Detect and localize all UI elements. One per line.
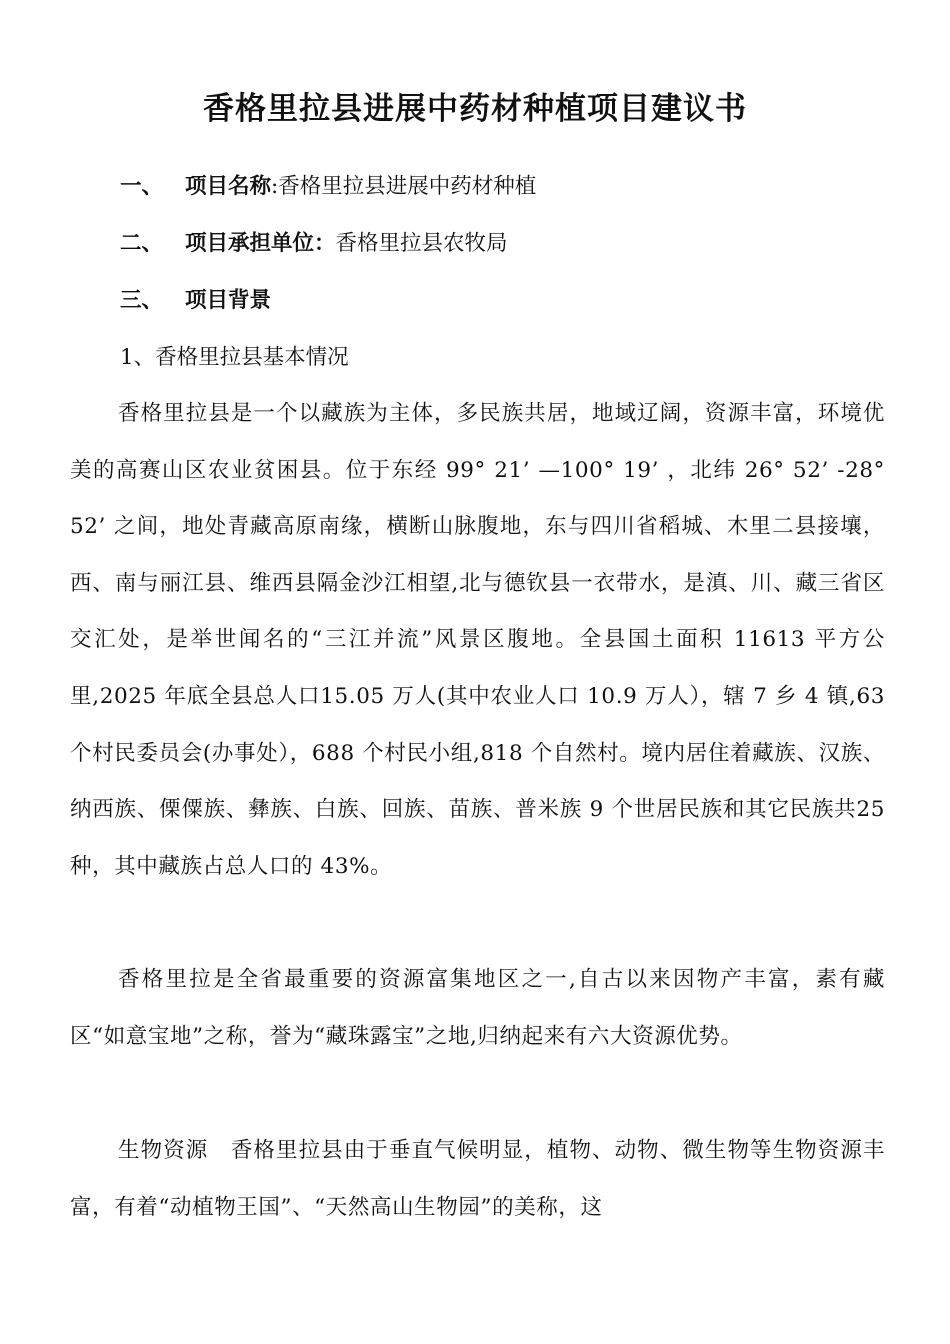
document-title: 香格里拉县进展中药材种植项目建议书 [203,91,747,127]
heading-number: 一、 [120,174,164,199]
heading-project-name [120,172,536,202]
paragraph-county-overview: 香格里拉县是一个以藏族为主体，多民族共居，地域辽阔，资源丰富，环境优美的高赛山区农业贫困县。位于东经 99° 21’ —100° 19’ ，北纬 26° 52’ -28° 52’ 之间，地处青藏高原南缘，横断山脉腹地，东与四川省稻城、木里二县接壤，西、南与丽江县、维西县隔金沙江相望,北与德钦县一衣带水，是滇、川、藏三省区交汇处，是举世闻名的“三江并流”风景区腹地。全县国土面积 11613 平方公里,2025 年底全县总人口15.05 万人(其中农业人口 10.9 万人），辖 7 乡 4 镇,63 个村民委员会(办事处），688 个村民小组,818 个自然村。境内居住着藏族、汉族、纳西族、傈僳族、彝族、白族、回族、苗族、普米族 9 个世居民族和其它民族共25 种，其中藏族占总人口的 43%。 [70,401,885,879]
heading-project-background [120,286,271,316]
heading-value: 香格里拉县农牧局 [335,231,508,256]
subheading-basic-situation: 1、香格里拉县基本情况 [120,345,349,370]
heading-separator: : [271,174,279,199]
paragraph-biological-resources: 生物资源 香格里拉县由于垂直气候明显，植物、动物、微生物等生物资源丰富，有着“动植物王国”、“天然高山生物园”的美称，这 [70,1138,885,1220]
heading-label: 项目背景 [185,288,272,313]
heading-number: 二、 [120,231,164,256]
heading-value: 香格里拉县进展中药材种植 [278,174,537,199]
heading-label: 项目名称 [185,174,272,199]
heading-project-unit [120,229,508,259]
heading-label: 项目承担单位： [185,231,336,256]
heading-number: 三、 [120,288,164,313]
paragraph-resource-advantages: 香格里拉是全省最重要的资源富集地区之一,自古以来因物产丰富，素有藏区“如意宝地”之称，誉为“藏珠露宝”之地,归纳起来有六大资源优势。 [70,967,885,1049]
